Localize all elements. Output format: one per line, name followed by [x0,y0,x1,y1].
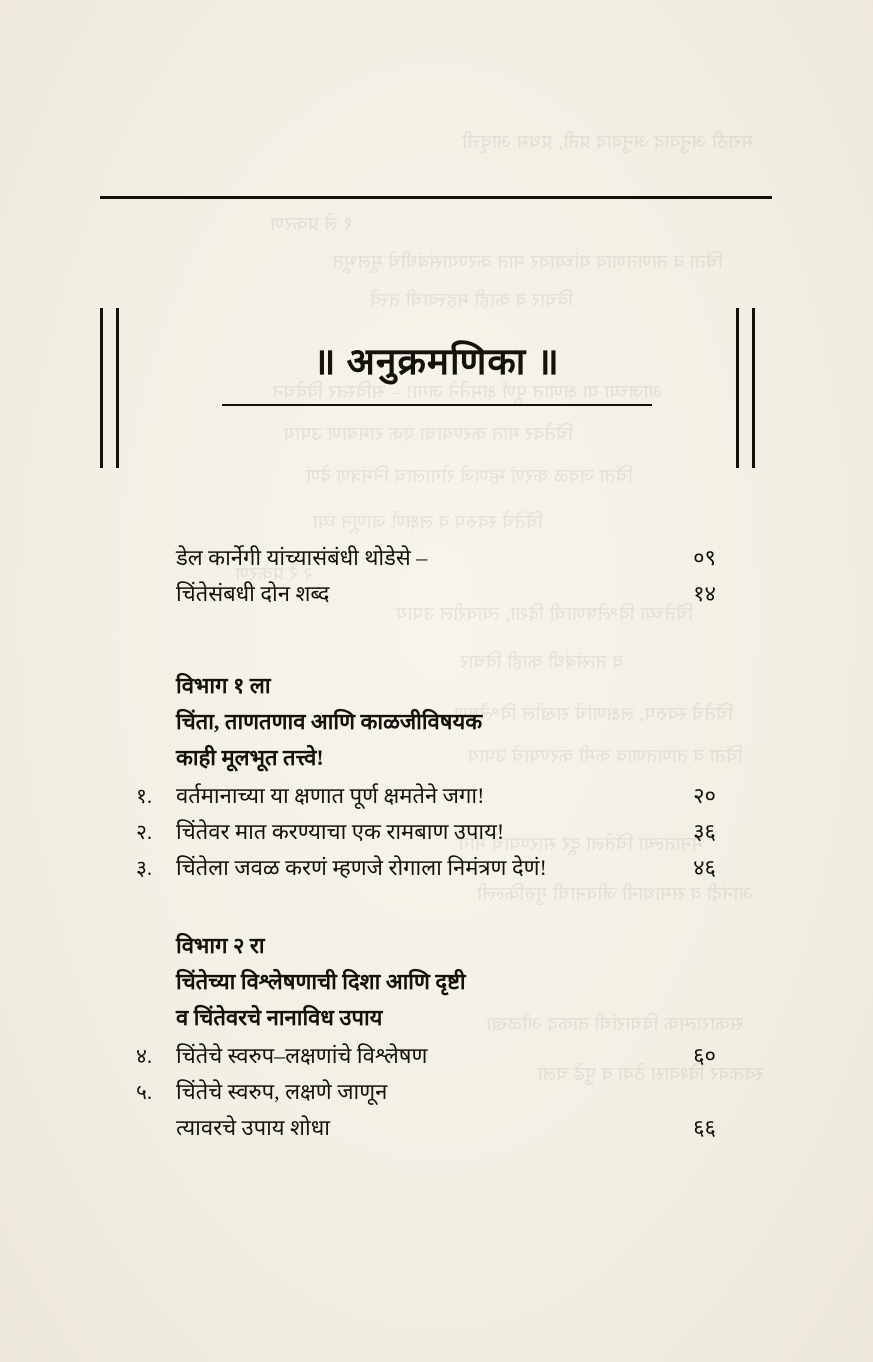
left-decorative-bars [100,308,128,468]
right-decorative-bars [736,308,764,468]
toc-entry-number: १. [136,784,153,808]
toc-entry-page: २० [693,783,716,808]
section-2-entries [136,1038,716,1146]
section-heading-line: विभाग २ रा [176,933,265,958]
section-2 [136,928,716,1146]
toc-entry-page: ६० [693,1043,716,1068]
section-heading-line: चिंता, ताणतणाव आणि काळजीविषयक [176,709,483,734]
toc-entry-label: चिंतेचे स्वरुप, लक्षणे जाणून [176,1079,388,1104]
list-item[interactable] [136,814,716,850]
list-item[interactable] [136,1110,716,1146]
toc-entry-label: चिंतेला जवळ करणं म्हणजे रोगाला निमंत्रण देणं! [176,855,547,880]
section-heading-line: चिंतेच्या विश्लेषणाची दिशा आणि दृष्टी [176,969,466,994]
list-item[interactable] [136,1074,716,1110]
toc-entry-page: ३६ [693,819,716,844]
section-1 [136,668,716,886]
list-item[interactable] [136,1038,716,1074]
toc-entry-number: ४. [136,1044,153,1068]
section-heading-line: व चिंतेवरचे नानाविध उपाय [176,1005,383,1030]
list-item[interactable] [136,778,716,814]
section-heading-line: विभाग १ ला [176,673,271,698]
toc-entry-label: वर्तमानाच्या या क्षणात पूर्ण क्षमतेने जगा! [176,783,485,808]
toc-entry-label: चिंतेचे स्वरुप–लक्षणांचे विश्लेषण [176,1043,428,1068]
toc-entry-label: चिंतेवर मात करण्याचा एक रामबाण उपाय! [176,819,505,844]
toc-entry-label: चिंतेसंबधी दोन शब्द [176,581,330,606]
list-item[interactable] [176,540,716,576]
toc-entry-page: १४ [693,581,716,606]
toc-entry-label: त्यावरचे उपाय शोधा [176,1115,330,1140]
page-title: ॥ अनुक्रमणिका ॥ [313,342,560,383]
list-item[interactable] [176,576,716,612]
toc-entry-page: ६६ [693,1115,716,1140]
toc-entry-number: ३. [136,856,153,880]
toc-entry-label: डेल कार्नेगी यांच्यासंबंधी थोडेसे – [176,545,428,570]
top-horizontal-rule [100,196,772,199]
toc-entry-page: ४६ [693,855,716,880]
title-underline-rule [222,404,652,406]
section-1-entries [136,778,716,886]
toc-entry-number: ५. [136,1080,153,1104]
list-item[interactable] [136,850,716,886]
toc-entry-page: ०९ [693,545,716,570]
section-heading-line: काही मूलभूत तत्त्वे! [176,745,324,770]
front-matter-list [176,540,716,612]
toc-entry-number: २. [136,820,153,844]
table-of-contents [136,540,716,1146]
